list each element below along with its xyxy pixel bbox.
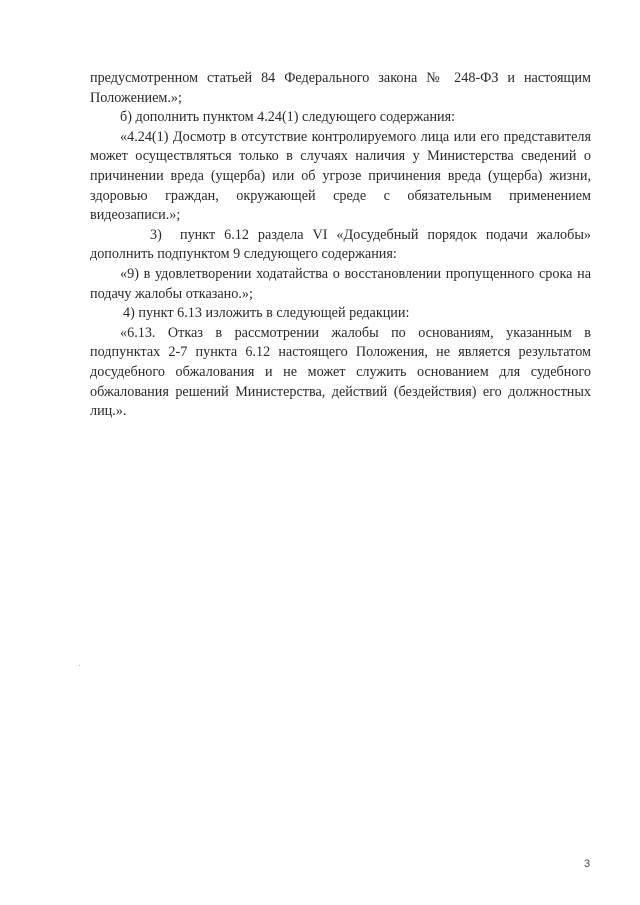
paragraph-item-4: 4) пункт 6.13 изложить в следующей редакции:	[123, 305, 410, 322]
paragraph-quote-6-13: «6.13. Отказ в рассмотрении жалобы по основаниям, указанным в подпунктах 2-7 пункта 6.12 настоящего Положения, не является результатом досудебного обжалования и не может служить основанием для судебного обжалования решений Министерства, действий (бездействия) его должностных лиц.».	[90, 324, 591, 420]
document-body	[90, 69, 591, 422]
paragraph-continuation: предусмотренном статьей 84 Федерального закона № 248-ФЗ и настоящим Положением.»;	[90, 70, 591, 106]
scan-speck	[79, 665, 80, 666]
paragraph-item-b: б) дополнить пунктом 4.24(1) следующего содержания:	[120, 109, 456, 126]
page-number: 3	[584, 858, 591, 870]
paragraph-quote-9: «9) в удовлетворении ходатайства о восстановлении пропущенного срока на подачу жалобы отказано.»;	[90, 265, 591, 302]
item-3-text: пункт 6.12 раздела VI «Досудебный порядок подачи жалобы» дополнить подпунктом 9 следующего содержания:	[90, 226, 591, 263]
item-3-number: 3)	[150, 226, 162, 243]
paragraph-quote-4-24-1: «4.24(1) Досмотр в отсутствие контролируемого лица или его представителя может осуществляться только в случаях наличия у Министерства сведений о причинении вреда (ущерба) или об угрозе причинения вреда (ущерба) жизни, здоровью граждан, окружающей среде с обязательным применением видеозаписи.»;	[90, 128, 591, 224]
paragraph-item-3	[90, 226, 591, 265]
